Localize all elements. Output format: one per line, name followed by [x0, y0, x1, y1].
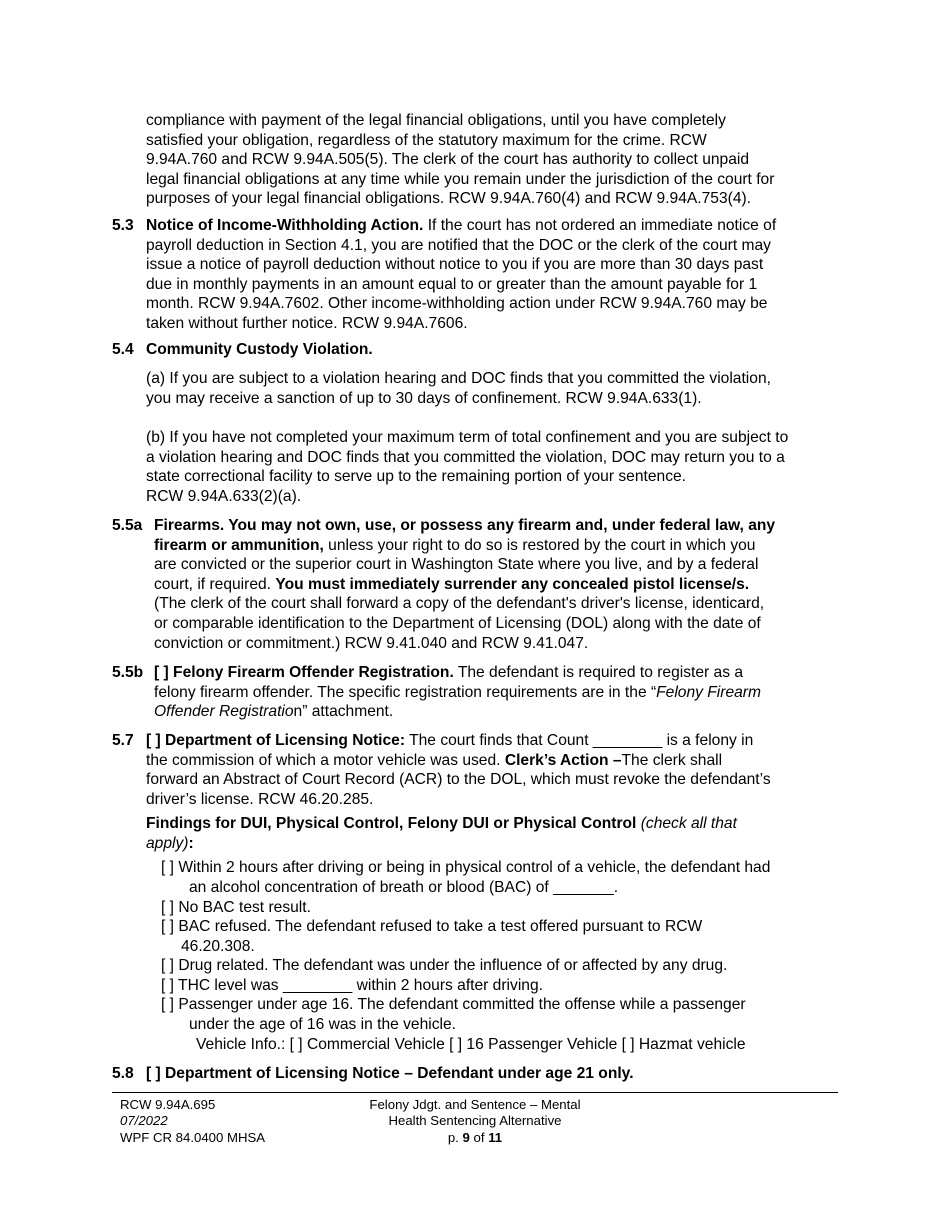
text-line: issue a notice of payroll deduction without notice to you if you are more than 30 days past: [146, 256, 764, 274]
text-line: (The clerk of the court shall forward a copy of the defendant's driver's license, identicard,: [154, 595, 765, 613]
italic-span: Felony Firearm: [656, 683, 761, 701]
text-line: [154, 683, 840, 703]
text-span: p.: [447, 1129, 463, 1145]
text-line: [146, 834, 840, 854]
section-5-5a: [112, 516, 840, 653]
text-line: are convicted or the superior court in Washington State where you live, and by a federal: [154, 556, 759, 574]
text-span: n” attachment.: [293, 703, 394, 721]
text-line: purposes of your legal financial obligations. RCW 9.94A.760(4) and RCW 9.94A.753(4).: [146, 190, 752, 208]
section-5-7: [112, 731, 840, 809]
section-5-4-a: [146, 369, 840, 408]
section-5-4: [112, 340, 840, 360]
text-line: [154, 702, 840, 722]
text-span: of: [469, 1129, 489, 1145]
section-number: 5.3: [112, 217, 134, 234]
text-line: [154, 663, 840, 683]
section-title: Firearms. You may not own, use, or possess any firearm and, under federal law, any: [154, 517, 776, 534]
italic-span: (check all that: [636, 815, 737, 832]
footer-divider: [112, 1092, 838, 1093]
text-line: a violation hearing and DOC finds that you committed the violation, DOC may return you to a: [146, 448, 785, 466]
text-line: [146, 216, 840, 236]
section-number: 5.5a: [112, 517, 143, 534]
footer-center: [340, 1097, 610, 1146]
dui-checkbox-item-no-bac: [161, 898, 841, 918]
text-line: taken without further notice. RCW 9.94A.7606.: [146, 314, 468, 332]
text-line: under the age of 16 was in the vehicle.: [189, 1015, 457, 1033]
text-line: conviction or commitment.) RCW 9.41.040 and RCW 9.41.047.: [154, 634, 589, 652]
text-line: [154, 575, 840, 595]
footer-left: [120, 1097, 265, 1146]
section-title: [ ] Department of Licensing Notice:: [146, 732, 406, 749]
text-line: you may receive a sanction of up to 30 days of confinement. RCW 9.94A.633(1).: [146, 389, 702, 407]
footer-doc-title-line: Felony Jdgt. and Sentence – Mental: [369, 1097, 581, 1112]
text-line: [146, 814, 840, 834]
text-line: [154, 536, 840, 556]
dui-checkbox-item-drug: [161, 956, 841, 976]
bold-span: 11: [488, 1129, 503, 1145]
section-5-4-b: [146, 428, 840, 506]
text-line: [146, 731, 840, 751]
section-title: Community Custody Violation.: [146, 341, 373, 358]
footer-date: [120, 1113, 265, 1129]
bold-span: firearm or ammunition,: [154, 536, 324, 554]
bold-span: You must immediately surrender any concealed pistol license/s.: [275, 575, 750, 593]
text-line: [146, 751, 840, 771]
text-line: [ ] Within 2 hours after driving or being in physical control of a vehicle, the defendant had: [161, 859, 771, 876]
text-line: satisfied your obligation, regardless of the statutory maximum for the crime. RCW: [146, 131, 707, 149]
dui-checkbox-item-bac-refused: [161, 917, 841, 956]
text-line: (a) If you are subject to a violation hearing and DOC finds that you committed the violation,: [146, 370, 771, 387]
text-line: (b) If you have not completed your maximum term of total confinement and you are subject to: [146, 429, 789, 446]
dui-checkbox-item-bac: [161, 858, 841, 897]
dui-checkbox-item-thc: [161, 976, 841, 996]
section-number: 5.8: [112, 1065, 134, 1082]
text-span: felony firearm offender. The specific registration requirements are in the “: [154, 683, 657, 701]
text-line: month. RCW 9.94A.7602. Other income-withholding action under RCW 9.94A.760 may be: [146, 295, 768, 313]
text-line: [ ] BAC refused. The defendant refused to take a test offered pursuant to RCW: [161, 918, 703, 935]
text-span: The court finds that Count ________ is a felony in: [405, 732, 754, 749]
section-title: [ ] Felony Firearm Offender Registration.: [154, 664, 454, 681]
bold-span: :: [188, 834, 194, 852]
text-line: driver’s license. RCW 46.20.285.: [146, 790, 374, 808]
footer-form-id: WPF CR 84.0400 MHSA: [120, 1129, 266, 1145]
text-line: 46.20.308.: [181, 937, 255, 955]
text-span: court, if required.: [154, 575, 276, 593]
text-line: RCW 9.94A.633(2)(a).: [146, 487, 302, 505]
bold-span: Clerk’s Action –: [504, 751, 622, 769]
text-line: [154, 516, 840, 536]
bold-span: 9: [462, 1129, 470, 1145]
italic-span: Offender Registratio: [154, 703, 294, 721]
dui-findings-heading: [146, 814, 840, 853]
section-5-5b: [112, 663, 840, 722]
text-span: unless your right to do so is restored by the court in which you: [323, 536, 756, 554]
text-line: due in monthly payments in an amount equal to or greater than the amount payable for 1: [146, 275, 758, 293]
footer-rcw: RCW 9.94A.695: [120, 1097, 216, 1112]
text-line: 9.94A.760 and RCW 9.94A.505(5). The clerk of the court has authority to collect unpaid: [146, 151, 750, 169]
section-title: [ ] Department of Licensing Notice – Defendant under age 21 only.: [146, 1065, 634, 1082]
text-line: compliance with payment of the legal financial obligations, until you have completely: [146, 112, 726, 129]
text-line: [ ] Drug related. The defendant was under the influence of or affected by any drug.: [161, 957, 728, 974]
dui-checkbox-item-passenger: [161, 995, 841, 1034]
italic-span: apply): [146, 834, 189, 852]
intro-paragraph: [146, 111, 840, 209]
section-5-8: [112, 1064, 840, 1084]
text-line: Vehicle Info.: [ ] Commercial Vehicle [ ] 16 Passenger Vehicle [ ] Hazmat vehicle: [196, 1036, 746, 1053]
text-line: payroll deduction in Section 4.1, you are notified that the DOC or the clerk of the court may: [146, 236, 771, 254]
vehicle-info-line: [196, 1035, 836, 1055]
footer-doc-title-line: Health Sentencing Alternative: [388, 1113, 562, 1129]
text-span: If the court has not ordered an immediate notice of: [423, 217, 777, 234]
italic-span: 07/2022: [120, 1113, 168, 1129]
text-line: or comparable identification to the Department of Licensing (DOL) along with the date of: [154, 614, 761, 632]
section-number: 5.5b: [112, 664, 144, 681]
text-line: [ ] Passenger under age 16. The defendant committed the offense while a passenger: [161, 996, 746, 1013]
text-line: [ ] No BAC test result.: [161, 899, 311, 916]
bold-span: Findings for DUI, Physical Control, Felony DUI or Physical Control: [146, 815, 637, 832]
text-line: forward an Abstract of Court Record (ACR) to the DOL, which must revoke the defendant’s: [146, 771, 771, 789]
text-span: The clerk shall: [621, 751, 723, 769]
section-5-3: [112, 216, 840, 334]
footer-page-number: [340, 1130, 610, 1146]
section-number: 5.7: [112, 732, 134, 749]
text-line: an alcohol concentration of breath or blood (BAC) of _______.: [189, 878, 619, 896]
text-line: state correctional facility to serve up to the remaining portion of your sentence.: [146, 468, 687, 486]
text-span: the commission of which a motor vehicle was used.: [146, 751, 505, 769]
section-number: 5.4: [112, 341, 134, 358]
section-title: Notice of Income-Withholding Action.: [146, 217, 424, 234]
text-line: [ ] THC level was ________ within 2 hours after driving.: [161, 977, 543, 994]
text-line: legal financial obligations at any time while you remain under the jurisdiction of the court for: [146, 170, 775, 188]
text-span: The defendant is required to register as a: [453, 664, 744, 681]
